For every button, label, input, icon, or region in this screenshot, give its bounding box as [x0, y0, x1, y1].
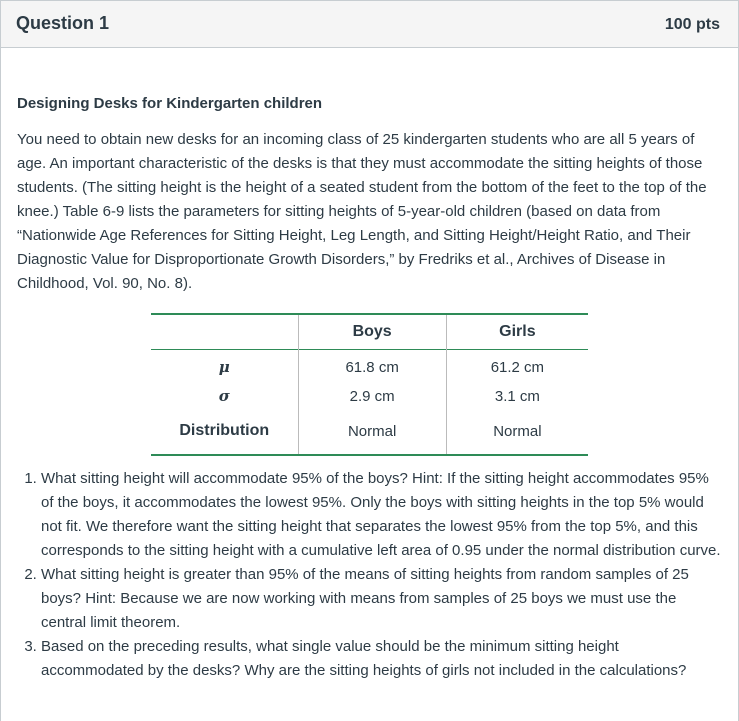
parameters-table — [151, 313, 588, 456]
cell-boys-sigma: 2.9 cm — [298, 384, 446, 408]
cell-boys-distribution: Normal — [298, 408, 446, 455]
row-label-sigma — [151, 384, 298, 408]
cell-girls-distribution: Normal — [493, 422, 542, 440]
table-header-empty — [151, 314, 298, 350]
table-row — [151, 350, 588, 385]
table-header-row — [151, 314, 588, 350]
question-subtitle: Designing Desks for Kindergarten children — [17, 95, 323, 112]
table-header-boys: Boys — [298, 314, 446, 350]
question-points: 100 pts — [664, 16, 720, 33]
question-title: Question 1 — [16, 13, 110, 33]
cell-boys-mu: 61.8 cm — [298, 350, 446, 385]
table-row — [151, 408, 588, 455]
list-item: 3. Based on the preceding results, what single value should be the minimum sitting height accommodated by the desks? Why are the sitting heights of girls not included in the calculations? — [41, 635, 723, 683]
question-body — [17, 92, 723, 296]
question-header — [1, 0, 738, 48]
row-label-mu — [151, 350, 298, 385]
cell-girls-mu: 61.2 cm — [490, 358, 545, 376]
table-row — [151, 384, 588, 408]
mu-symbol: μ — [218, 358, 230, 376]
list-item: 2. What sitting height is greater than 95% of the means of sitting heights from random samples of 25 boys? Hint: Because we are now working with means from samples of 25 boys we must use the central limit theorem. — [41, 563, 723, 635]
question-list — [17, 467, 723, 683]
table-header-girls: Girls — [499, 323, 536, 340]
question-intro: You need to obtain new desks for an incoming class of 25 kindergarten students who are all 5 years of age. An important characteristic of the desks is that they must accommodate the sitting heights of those students. (The sitting height is the height of a seated student from the bottom of the feet to the top of the knee.) Table 6-9 lists the parameters for sitting heights of 5-year-old children (based on data from “Nationwide Age References for Sitting Height, Leg Length, and Sitting Height/Height Ratio, and Their Diagnostic Value for Disproportionate Growth Disorders,” by Fredriks et al., Archives of Disease in Childhood, Vol. 90, No. 8). — [17, 131, 707, 292]
cell-girls-sigma: 3.1 cm — [494, 387, 540, 405]
row-label-distribution: Distribution — [151, 408, 298, 455]
sigma-symbol: σ — [218, 387, 230, 405]
list-item: 1. What sitting height will accommodate 95% of the boys? Hint: If the sitting height accommodates 95% of the boys, it accommodates the lowest 95%. Only the boys with sitting heights in the top 5% would not fit. We therefore want the sitting height that separates the lowest 95% from the top 5%, and this corresponds to the sitting height with a cumulative left area of 0.95 under the normal distribution curve. — [41, 467, 723, 563]
parameters-table-wrap — [151, 313, 588, 456]
